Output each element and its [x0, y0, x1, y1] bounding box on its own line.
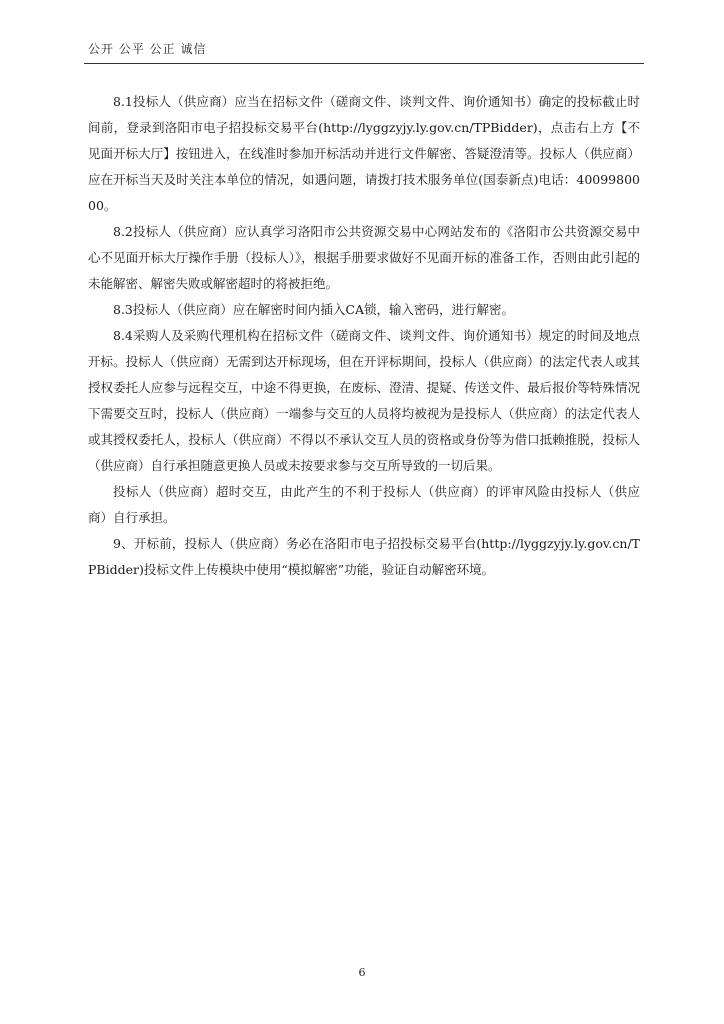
- page-number: 6: [358, 966, 366, 979]
- paragraph-timeout: 投标人（供应商）超时交互，由此产生的不利于投标人（供应商）的评审风险由投标人（供应商）自行承担。: [88, 484, 640, 525]
- body-content: [88, 89, 640, 583]
- paragraph-8-3: 8.3投标人（供应商）应在解密时间内插入CA锁，输入密码，进行解密。: [113, 302, 514, 317]
- header-slogan: 公开 公平 公正 诚信: [88, 42, 207, 56]
- paragraph-8-1: 8.1投标人（供应商）应当在招标文件（磋商文件、谈判文件、询价通知书）确定的投标截止时间前，登录到洛阳市电子招投标交易平台(http://lyggzyjy.ly.gov.cn/TPBidder)，点击右上方【不见面开标大厅】按钮进入，在线准时参加开标活动并进行文件解密、答疑澄清等。投标人（供应商）应在开标当天及时关注本单位的情况，如遇问题，请拨打技术服务单位(国泰新点)电话：4009980000。: [88, 94, 640, 213]
- header-divider: [84, 63, 644, 64]
- paragraph-8-2: 8.2投标人（供应商）应认真学习洛阳市公共资源交易中心网站发布的《洛阳市公共资源交易中心不见面开标大厅操作手册（投标人）》，根据手册要求做好不见面开标的准备工作，否则由此引起的未能解密、解密失败或解密超时的将被拒绝。: [88, 224, 640, 291]
- paragraph-9: 9、开标前，投标人（供应商）务必在洛阳市电子招投标交易平台(http://lyggzyjy.ly.gov.cn/TPBidder)投标文件上传模块中使用“模拟解密”功能，验证自动解密环境。: [88, 536, 640, 577]
- paragraph-8-4: 8.4采购人及采购代理机构在招标文件（磋商文件、谈判文件、询价通知书）规定的时间及地点开标。投标人（供应商）无需到达开标现场，但在开评标期间，投标人（供应商）的法定代表人或其授权委托人应参与远程交互，中途不得更换，在废标、澄清、提疑、传送文件、最后报价等特殊情况下需要交互时，投标人（供应商）一端参与交互的人员将均被视为是投标人（供应商）的法定代表人或其授权委托人，投标人（供应商）不得以不承认交互人员的资格或身份等为借口抵赖推脱，投标人（供应商）自行承担随意更换人员或未按要求参与交互所导致的一切后果。: [88, 328, 640, 473]
